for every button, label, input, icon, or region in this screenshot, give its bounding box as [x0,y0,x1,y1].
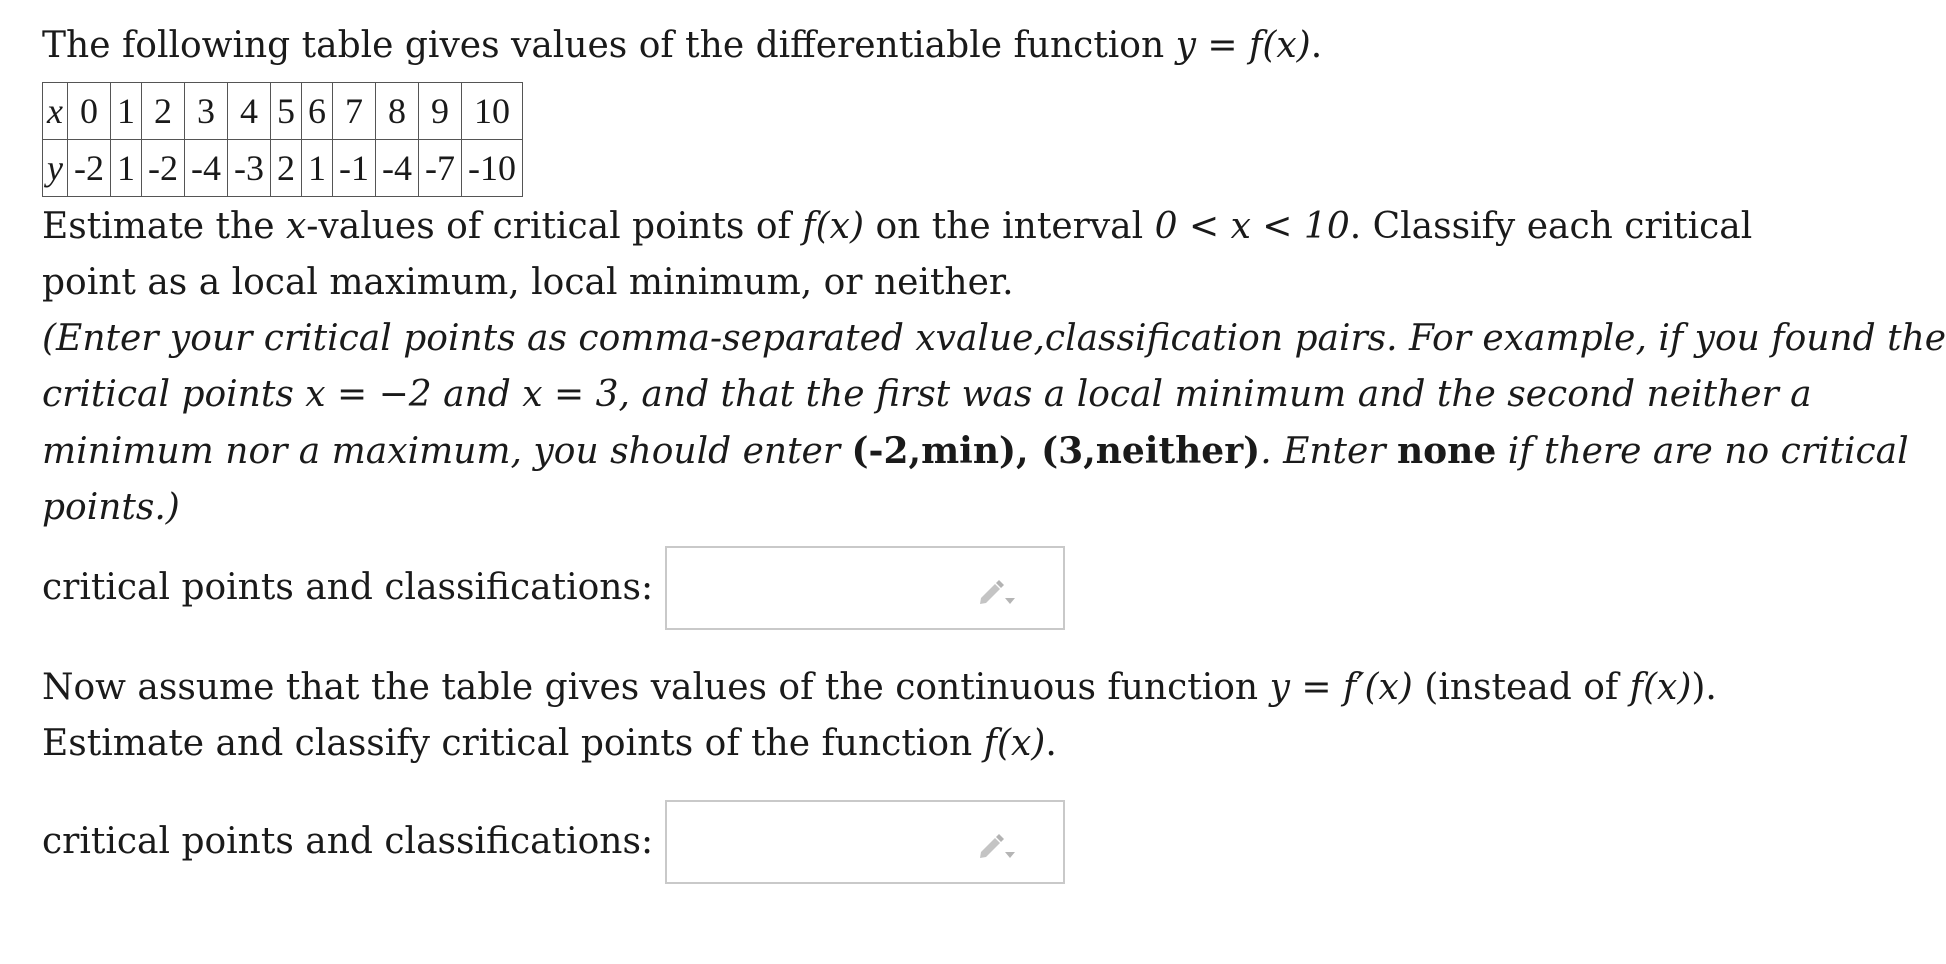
table-row-y [43,140,523,197]
answer-1-box[interactable] [665,546,1065,630]
table-cell: 4 [227,83,270,140]
table-header-y: y [43,140,68,197]
table-cell: -4 [375,140,418,197]
none-keyword: none [1396,430,1497,472]
table-header-x: x [43,83,68,140]
answer-row-2 [42,800,1602,884]
problem-content [42,18,1946,884]
table-cell: 2 [141,83,184,140]
table-cell: -3 [227,140,270,197]
table-cell: 7 [332,83,375,140]
table-cell: 5 [270,83,301,140]
instructions-text: (Enter your critical points as comma-separated xvalue,classification pairs. For example, if you found the critical points x = −2 and x = 3, and that the first was a local minimum and the second neither a minimum nor a maximum, you should enter (-2,min), (3,neither). Enter none if there are no critical points.) [42,318,1946,528]
answer-1-label: critical points and classifications: [42,567,654,608]
table-cell: 10 [461,83,522,140]
answer-2-label: critical points and classifications: [42,821,654,862]
table-cell: -4 [184,140,227,197]
values-table [42,82,523,197]
table-cell: 1 [110,140,141,197]
answer-2-box[interactable] [665,800,1065,884]
example-answer: (-2,min), (3,neither) [851,430,1261,472]
table-cell: -2 [141,140,184,197]
table-cell: 9 [418,83,461,140]
table-cell: 6 [301,83,332,140]
pencil-dropdown-icon[interactable] [977,576,1017,606]
table-cell: 1 [301,140,332,197]
intro-text: The following table gives values of the differentiable function y = f(x). [42,25,1323,66]
table-cell: 0 [67,83,110,140]
table-cell: 8 [375,83,418,140]
interval: 0 < x < 10 [1154,206,1350,247]
question-1-text: Estimate the x-values of critical points of f(x) on the interval 0 < x < 10. Classify each critical point as a local maximum, local minimum, or neither. [42,206,1753,303]
pencil-dropdown-icon[interactable] [977,830,1017,860]
table-cell: -2 [67,140,110,197]
table-cell: 1 [110,83,141,140]
table-cell: -10 [461,140,522,197]
function-notation: y = f(x) [1175,25,1311,66]
answer-row-1 [42,546,1602,630]
table-cell: 3 [184,83,227,140]
table-cell: 2 [270,140,301,197]
question-2-text: Now assume that the table gives values of the continuous function y = f′(x) (instead of f(x)). Estimate and classify critical points of the function f(x). [42,667,1717,764]
table-cell: -1 [332,140,375,197]
table-row-x [43,83,523,140]
table-cell: -7 [418,140,461,197]
